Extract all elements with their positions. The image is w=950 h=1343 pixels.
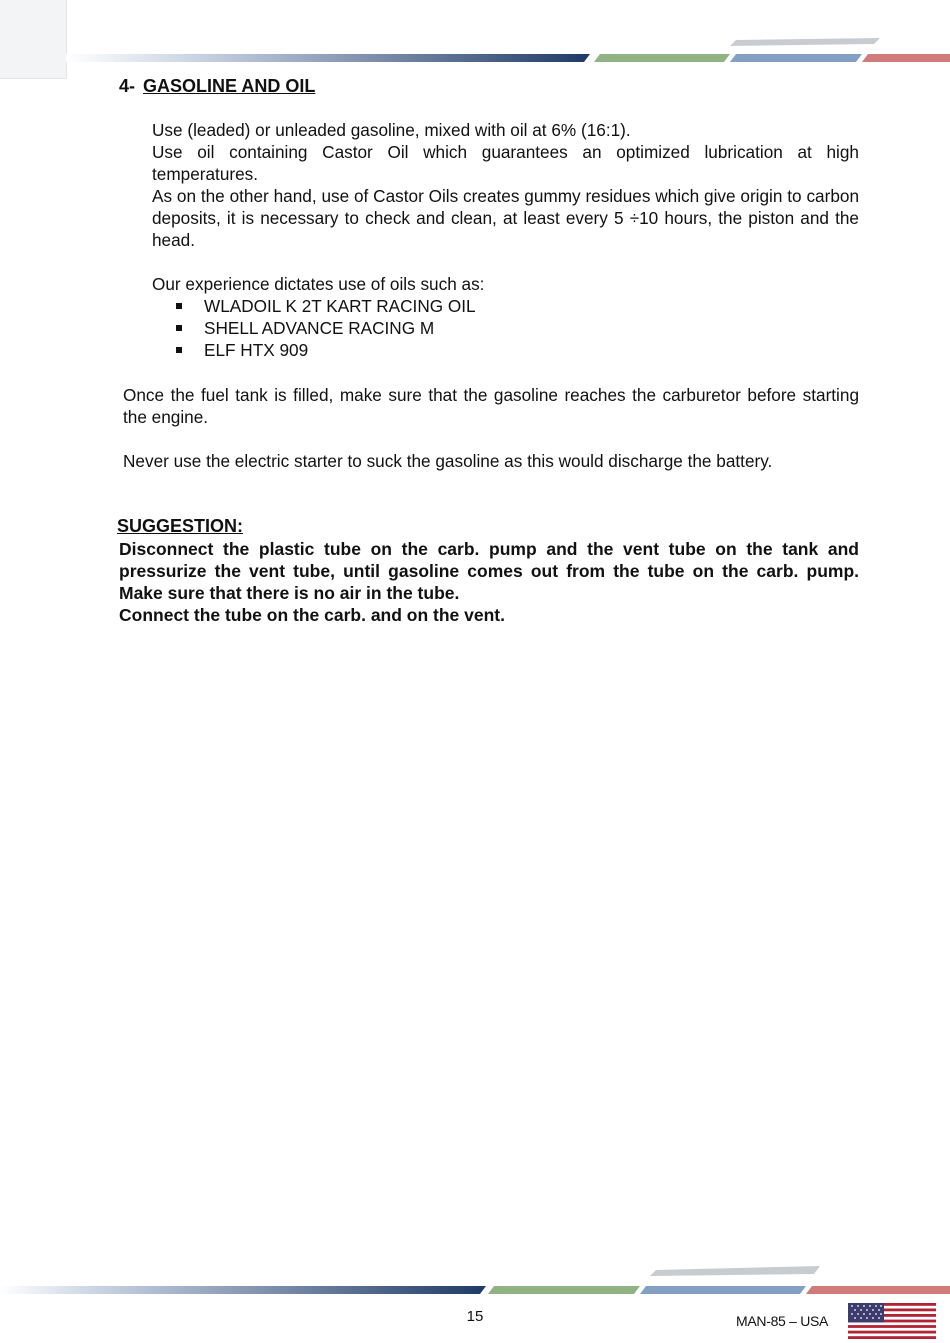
paragraph-castor: Use oil containing Castor Oil which guarantees an optimized lubrication at high temperatures. bbox=[152, 142, 859, 184]
bullet-icon bbox=[176, 325, 182, 331]
suggestion-closing: Connect the tube on the carb. and on the vent. bbox=[119, 605, 505, 625]
footer-band bbox=[0, 1262, 950, 1298]
list-item: ELF HTX 909 bbox=[176, 339, 476, 361]
suggestion-heading: SUGGESTION: bbox=[117, 516, 244, 536]
paragraph-residues: As on the other hand, use of Castor Oils creates gummy residues which give origin to carbon deposits, it is necessary to check and clean, at least every 5 ÷10 hours, the piston and the head. bbox=[152, 186, 859, 250]
paragraph-experience: Our experience dictates use of oils such as: bbox=[152, 274, 485, 294]
intro-paragraphs bbox=[152, 119, 859, 251]
suggestion-body bbox=[119, 538, 859, 626]
list-item: WLADOIL K 2T KART RACING OIL bbox=[176, 295, 476, 317]
paragraph-starter: Never use the electric starter to suck the gasoline as this would discharge the battery. bbox=[123, 451, 773, 471]
section-title: GASOLINE AND OIL bbox=[143, 76, 316, 96]
list-item: SHELL ADVANCE RACING M bbox=[176, 317, 476, 339]
document-code: MAN-85 – USA bbox=[736, 1313, 829, 1329]
bullet-icon bbox=[176, 347, 182, 353]
paragraph-fuel-tank: Once the fuel tank is filled, make sure that the gasoline reaches the carburetor before starting the engine. bbox=[123, 385, 859, 427]
us-flag-icon bbox=[848, 1303, 936, 1339]
suggestion-text: Disconnect the plastic tube on the carb. pump and the vent tube on the tank and pressurize the vent tube, until gasoline comes out from the tube on the carb. pump. Make sure that there is no air in the tube. bbox=[119, 539, 859, 603]
header-band bbox=[0, 36, 950, 66]
oil-list bbox=[176, 295, 476, 361]
bullet-icon bbox=[176, 303, 182, 309]
section-heading bbox=[119, 76, 315, 97]
page-number: 15 bbox=[466, 1308, 484, 1325]
section-number: 4- bbox=[119, 76, 136, 96]
paragraph-mix: Use (leaded) or unleaded gasoline, mixed with oil at 6% (16:1). bbox=[152, 120, 631, 140]
